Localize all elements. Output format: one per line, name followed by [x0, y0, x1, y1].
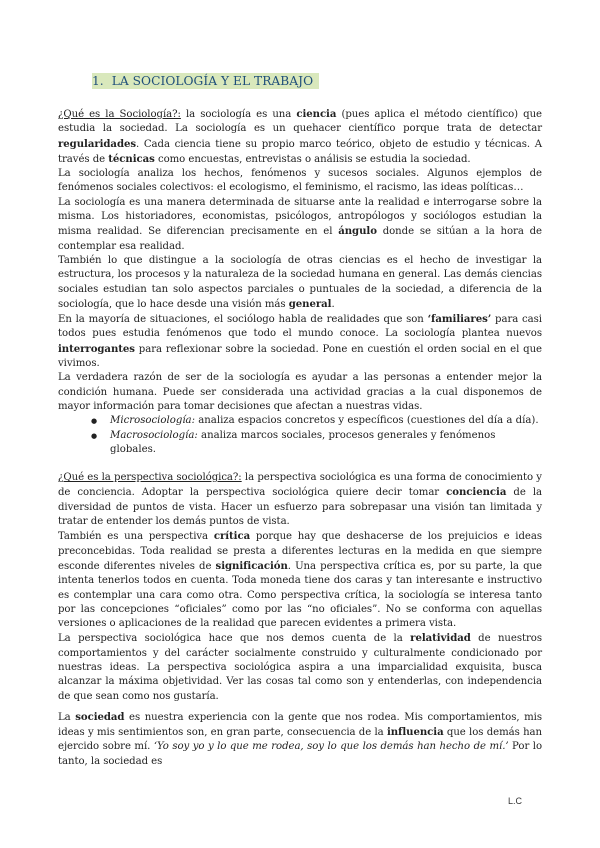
- paragraph-critical-perspective: También es una perspectiva crítica porque hay que deshacerse de los prejuicios e ideas preconcebidas. Toda realidad se presta a diferentes lecturas en la medida en que siempre esconde diferentes niveles de significación. Una perspectiva crítica es, por su parte, la que intenta tenerlos todos en cuenta. Toda moneda tiene dos caras y tan interesante e instructivo es contemplar una cara como otra. Como perspectiva crítica, la sociología se interesa tanto por las concepciones “oficiales” como por las “no oficiales”. No se conforma con aquellas versiones o aplicaciones de la realidad que parecen evidentes a primera vista.: [58, 530, 543, 630]
- paragraph-reason-of-being: La verdadera razón de ser de la sociología es ayudar a las personas a entender mejor la condición humana. Puede ser considerada una actividad gracias a la cual disponemos de mayor información para tomar decisiones que afectan a nuestras vidas.: [58, 372, 542, 412]
- quote: ‘Yo soy yo y lo que me rodea, soy lo que los demás han hecho de mí.’: [153, 741, 509, 753]
- paragraph-sociological-perspective: ¿Qué es la perspectiva sociológica?: la perspectiva sociológica es una forma de conocimiento y de conciencia. Adoptar la perspectiva sociológica quiere decir tomar conciencia de la diversidad de puntos de vista. Hacer un esfuerzo para sobrepasar una visión tan limitada y tratar de entender los demás puntos de vista.: [58, 472, 543, 528]
- bullet-term: Macrosociología:: [110, 429, 198, 441]
- list-item: ● Macrosociología: analiza marcos sociales, procesos generales y fenómenos globales.: [58, 429, 542, 458]
- question-sociology: ¿Qué es la Sociología?:: [58, 109, 181, 120]
- bullet-term: Microsociología:: [110, 415, 196, 427]
- paragraph-angle: La sociología es una manera determinada de situarse ante la realidad e interrogarse sobre la misma. Los historiadores, economistas, psicólogos, antropólogos y sociólogos estudian la misma realidad. Se diferencian precisamente en el ángulo donde se sitúan a la hora de contemplar esa realidad.: [58, 196, 542, 252]
- footer-initials: L.C: [507, 796, 522, 806]
- bullet-list: [58, 414, 542, 457]
- question-perspective: ¿Qué es la perspectiva sociológica?:: [58, 472, 242, 484]
- paragraph-social-phenomena: La sociología analiza los hechos, fenómenos y sucesos sociales. Algunos ejemplos de fenómenos sociales colectivos: el ecologismo, el feminismo, el racismo, las ideas políticas…: [58, 168, 542, 194]
- heading-number: 1.: [92, 74, 104, 88]
- list-item: ● Microsociología: analiza espacios concretos y específicos (cuestiones del día a día).: [58, 414, 542, 428]
- paragraph-society: La sociedad es nuestra experiencia con la gente que nos rodea. Mis comportamientos, mis ideas y mis sentimientos son, en gran parte, consecuencia de la influencia que los demás han ejercido sobre mí. ‘Yo soy yo y lo que me rodea, soy lo que los demás han hecho de mí.’ Por lo tanto, la sociedad es: [58, 710, 542, 767]
- paragraph-relativity: La perspectiva sociológica hace que nos demos cuenta de la relatividad de nuestros comportamientos y del carácter socialmente construido y culturalmente condicionado por nuestras ideas. La perspectiva sociológica aspira a una imparcialidad exquisita, busca alcanzar la máxima objetividad. Ver las cosas tal como son y entenderlas, con independencia de que sean como nos gustaría.: [58, 632, 542, 702]
- section-heading: [92, 73, 319, 89]
- heading-title: LA SOCIOLOGÍA Y EL TRABAJO: [111, 74, 314, 88]
- paragraph-spacer: [58, 457, 542, 471]
- paragraph-familiar-realities: En la mayoría de situaciones, el sociólogo habla de realidades que son ‘familiares’ para casi todos pues estudia fenómenos que todo el mundo conoce. La sociología plantea nuevos interrogantes para reflexionar sobre la sociedad. Pone en cuestión el orden social en el que vivimos.: [58, 313, 542, 370]
- paragraph-general-vision: También lo que distingue a la sociología de otras ciencias es el hecho de investigar la estructura, los procesos y la naturaleza de la sociedad humana en general. Las demás ciencias sociales estudian tan solo aspectos parciales o puntuales de la sociedad, a diferencia de la sociología, que lo hace desde una visión más general.: [58, 254, 542, 310]
- paragraph-what-is-sociology: ¿Qué es la Sociología?: la sociología es una ciencia (pues aplica el método científico) que estudia la sociedad. La sociología es un quehacer científico porque trata de detectar regularidades. Cada ciencia tiene su propio marco teórico, objeto de estudio y técnicas. A través de técnicas como encuestas, entrevistas o análisis se estudia la sociedad.: [58, 108, 542, 165]
